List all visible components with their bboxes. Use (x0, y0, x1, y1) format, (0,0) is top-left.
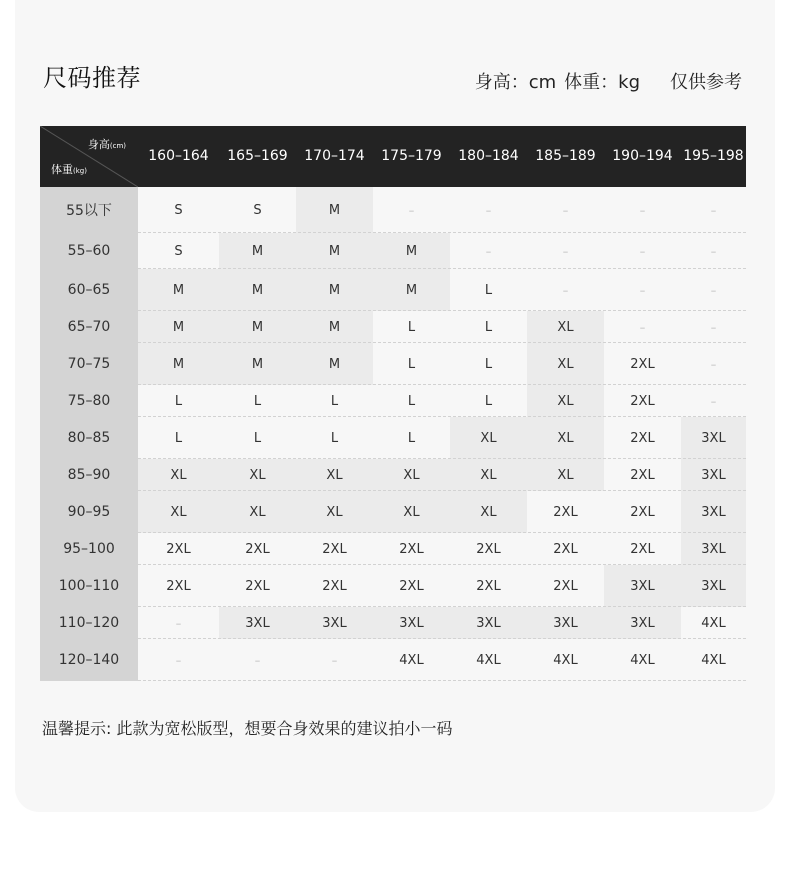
size-cell: 2XL (373, 533, 450, 565)
page-title: 尺码推荐 (43, 64, 141, 92)
size-cell: XL (450, 459, 527, 491)
size-cell: 3XL (296, 607, 373, 639)
size-cell: XL (219, 459, 296, 491)
size-cell: – (527, 187, 604, 233)
size-cell: 4XL (373, 639, 450, 681)
size-cell: – (527, 233, 604, 269)
size-cell: 2XL (527, 565, 604, 607)
column-header: 165–169 (227, 148, 288, 164)
size-cell: S (138, 187, 219, 233)
size-cell: 2XL (604, 491, 681, 533)
header-corner (40, 126, 138, 187)
size-cell: 3XL (681, 565, 746, 607)
weight-unit: 体重：kg (564, 72, 640, 93)
weight-range-label: 55以下 (40, 187, 138, 233)
table-row (40, 417, 746, 459)
size-cell: XL (296, 459, 373, 491)
weight-range-label: 60–65 (40, 269, 138, 311)
size-cell: 2XL (138, 533, 219, 565)
size-cell: – (681, 187, 746, 233)
size-cell: M (219, 269, 296, 311)
weight-range-label: 110–120 (40, 607, 138, 639)
size-cell: 4XL (450, 639, 527, 681)
size-cell: XL (527, 343, 604, 385)
size-cell: 2XL (604, 417, 681, 459)
size-cell: 3XL (681, 417, 746, 459)
size-cell: M (373, 233, 450, 269)
size-cell: 2XL (138, 565, 219, 607)
size-cell: L (138, 417, 219, 459)
size-cell: M (296, 269, 373, 311)
unit-note (467, 68, 742, 94)
size-cell: 3XL (681, 533, 746, 565)
size-cell: 2XL (296, 533, 373, 565)
size-cell: – (604, 311, 681, 343)
size-cell: 3XL (604, 565, 681, 607)
table-row (40, 459, 746, 491)
size-cell: L (138, 385, 219, 417)
size-cell: 2XL (296, 565, 373, 607)
table-row (40, 491, 746, 533)
size-cell: 3XL (604, 607, 681, 639)
size-cell: 2XL (450, 565, 527, 607)
size-cell: S (138, 233, 219, 269)
column-header: 180–184 (458, 148, 519, 164)
size-cell: 2XL (219, 565, 296, 607)
size-cell: – (681, 343, 746, 385)
size-cell: – (681, 385, 746, 417)
size-cell: 4XL (681, 639, 746, 681)
size-cell: 4XL (527, 639, 604, 681)
size-cell: 2XL (604, 343, 681, 385)
size-cell: – (604, 233, 681, 269)
size-cell: M (296, 187, 373, 233)
size-cell: L (373, 343, 450, 385)
size-cell: 2XL (527, 533, 604, 565)
size-cell: XL (138, 491, 219, 533)
table-row (40, 343, 746, 385)
size-cell: – (681, 311, 746, 343)
size-cell: 4XL (604, 639, 681, 681)
size-cell: – (296, 639, 373, 681)
size-cell: XL (450, 417, 527, 459)
size-cell: 3XL (681, 459, 746, 491)
row-divider (138, 680, 746, 681)
size-cell: L (450, 343, 527, 385)
weight-range-label: 100–110 (40, 565, 138, 607)
height-unit: 身高：cm (474, 72, 557, 93)
size-table-header (40, 126, 746, 187)
corner-height-label: 身高(cm) (87, 138, 126, 151)
reference-note: 仅供参考 (670, 72, 742, 93)
size-cell: – (604, 269, 681, 311)
size-cell: XL (527, 311, 604, 343)
size-cell: 3XL (527, 607, 604, 639)
size-cell: 3XL (219, 607, 296, 639)
size-cell: 2XL (219, 533, 296, 565)
table-row (40, 233, 746, 269)
table-row (40, 385, 746, 417)
size-cell: L (450, 385, 527, 417)
size-cell: L (296, 385, 373, 417)
weight-range-label: 80–85 (40, 417, 138, 459)
size-cell: L (450, 311, 527, 343)
column-header: 175–179 (381, 148, 442, 164)
size-cell: 2XL (604, 385, 681, 417)
size-cell: 2XL (373, 565, 450, 607)
size-cell: S (219, 187, 296, 233)
size-cell: 2XL (604, 459, 681, 491)
size-cell: XL (219, 491, 296, 533)
weight-range-label: 90–95 (40, 491, 138, 533)
table-row (40, 639, 746, 681)
column-header: 190–194 (612, 148, 673, 164)
corner-weight-label: 体重(kg) (51, 163, 87, 176)
table-row (40, 311, 746, 343)
size-cell: M (373, 269, 450, 311)
column-header: 160–164 (148, 148, 209, 164)
size-cell: 4XL (681, 607, 746, 639)
size-cell: M (219, 311, 296, 343)
table-row (40, 565, 746, 607)
size-cell: XL (527, 459, 604, 491)
size-cell: – (604, 187, 681, 233)
column-header: 185–189 (535, 148, 596, 164)
size-cell: – (450, 233, 527, 269)
size-cell: – (373, 187, 450, 233)
size-cell: XL (450, 491, 527, 533)
size-cell: 3XL (681, 491, 746, 533)
size-cell: M (138, 343, 219, 385)
size-cell: L (373, 385, 450, 417)
table-row (40, 607, 746, 639)
weight-range-label: 55–60 (40, 233, 138, 269)
column-header: 170–174 (304, 148, 365, 164)
size-cell: – (527, 269, 604, 311)
size-cell: L (296, 417, 373, 459)
weight-range-label: 70–75 (40, 343, 138, 385)
size-cell: L (219, 385, 296, 417)
table-row (40, 269, 746, 311)
weight-range-label: 120–140 (40, 639, 138, 681)
size-cell: L (450, 269, 527, 311)
size-cell: L (373, 311, 450, 343)
size-cell: M (219, 233, 296, 269)
size-cell: – (681, 233, 746, 269)
size-cell: XL (527, 417, 604, 459)
size-cell: M (219, 343, 296, 385)
size-cell: XL (373, 491, 450, 533)
size-cell: – (681, 269, 746, 311)
size-cell: M (138, 311, 219, 343)
weight-range-label: 95–100 (40, 533, 138, 565)
footnote: 温馨提示: 此款为宽松版型，想要合身效果的建议拍小一码 (42, 719, 453, 738)
size-cell: XL (373, 459, 450, 491)
size-cell: XL (296, 491, 373, 533)
size-cell: L (219, 417, 296, 459)
size-cell: 2XL (604, 533, 681, 565)
size-cell: M (296, 343, 373, 385)
size-cell: – (219, 639, 296, 681)
size-cell: M (296, 233, 373, 269)
size-cell: XL (138, 459, 219, 491)
size-cell: L (373, 417, 450, 459)
size-cell: – (138, 607, 219, 639)
weight-range-label: 65–70 (40, 311, 138, 343)
size-cell: M (296, 311, 373, 343)
size-cell: – (138, 639, 219, 681)
size-cell: 3XL (373, 607, 450, 639)
weight-range-label: 85–90 (40, 459, 138, 491)
column-header: 195–198 (683, 148, 744, 164)
size-cell: 2XL (527, 491, 604, 533)
table-row (40, 187, 746, 233)
size-cell: 2XL (450, 533, 527, 565)
size-cell: 3XL (450, 607, 527, 639)
size-cell: M (138, 269, 219, 311)
size-cell: – (450, 187, 527, 233)
weight-range-label: 75–80 (40, 385, 138, 417)
size-cell: XL (527, 385, 604, 417)
table-row (40, 533, 746, 565)
